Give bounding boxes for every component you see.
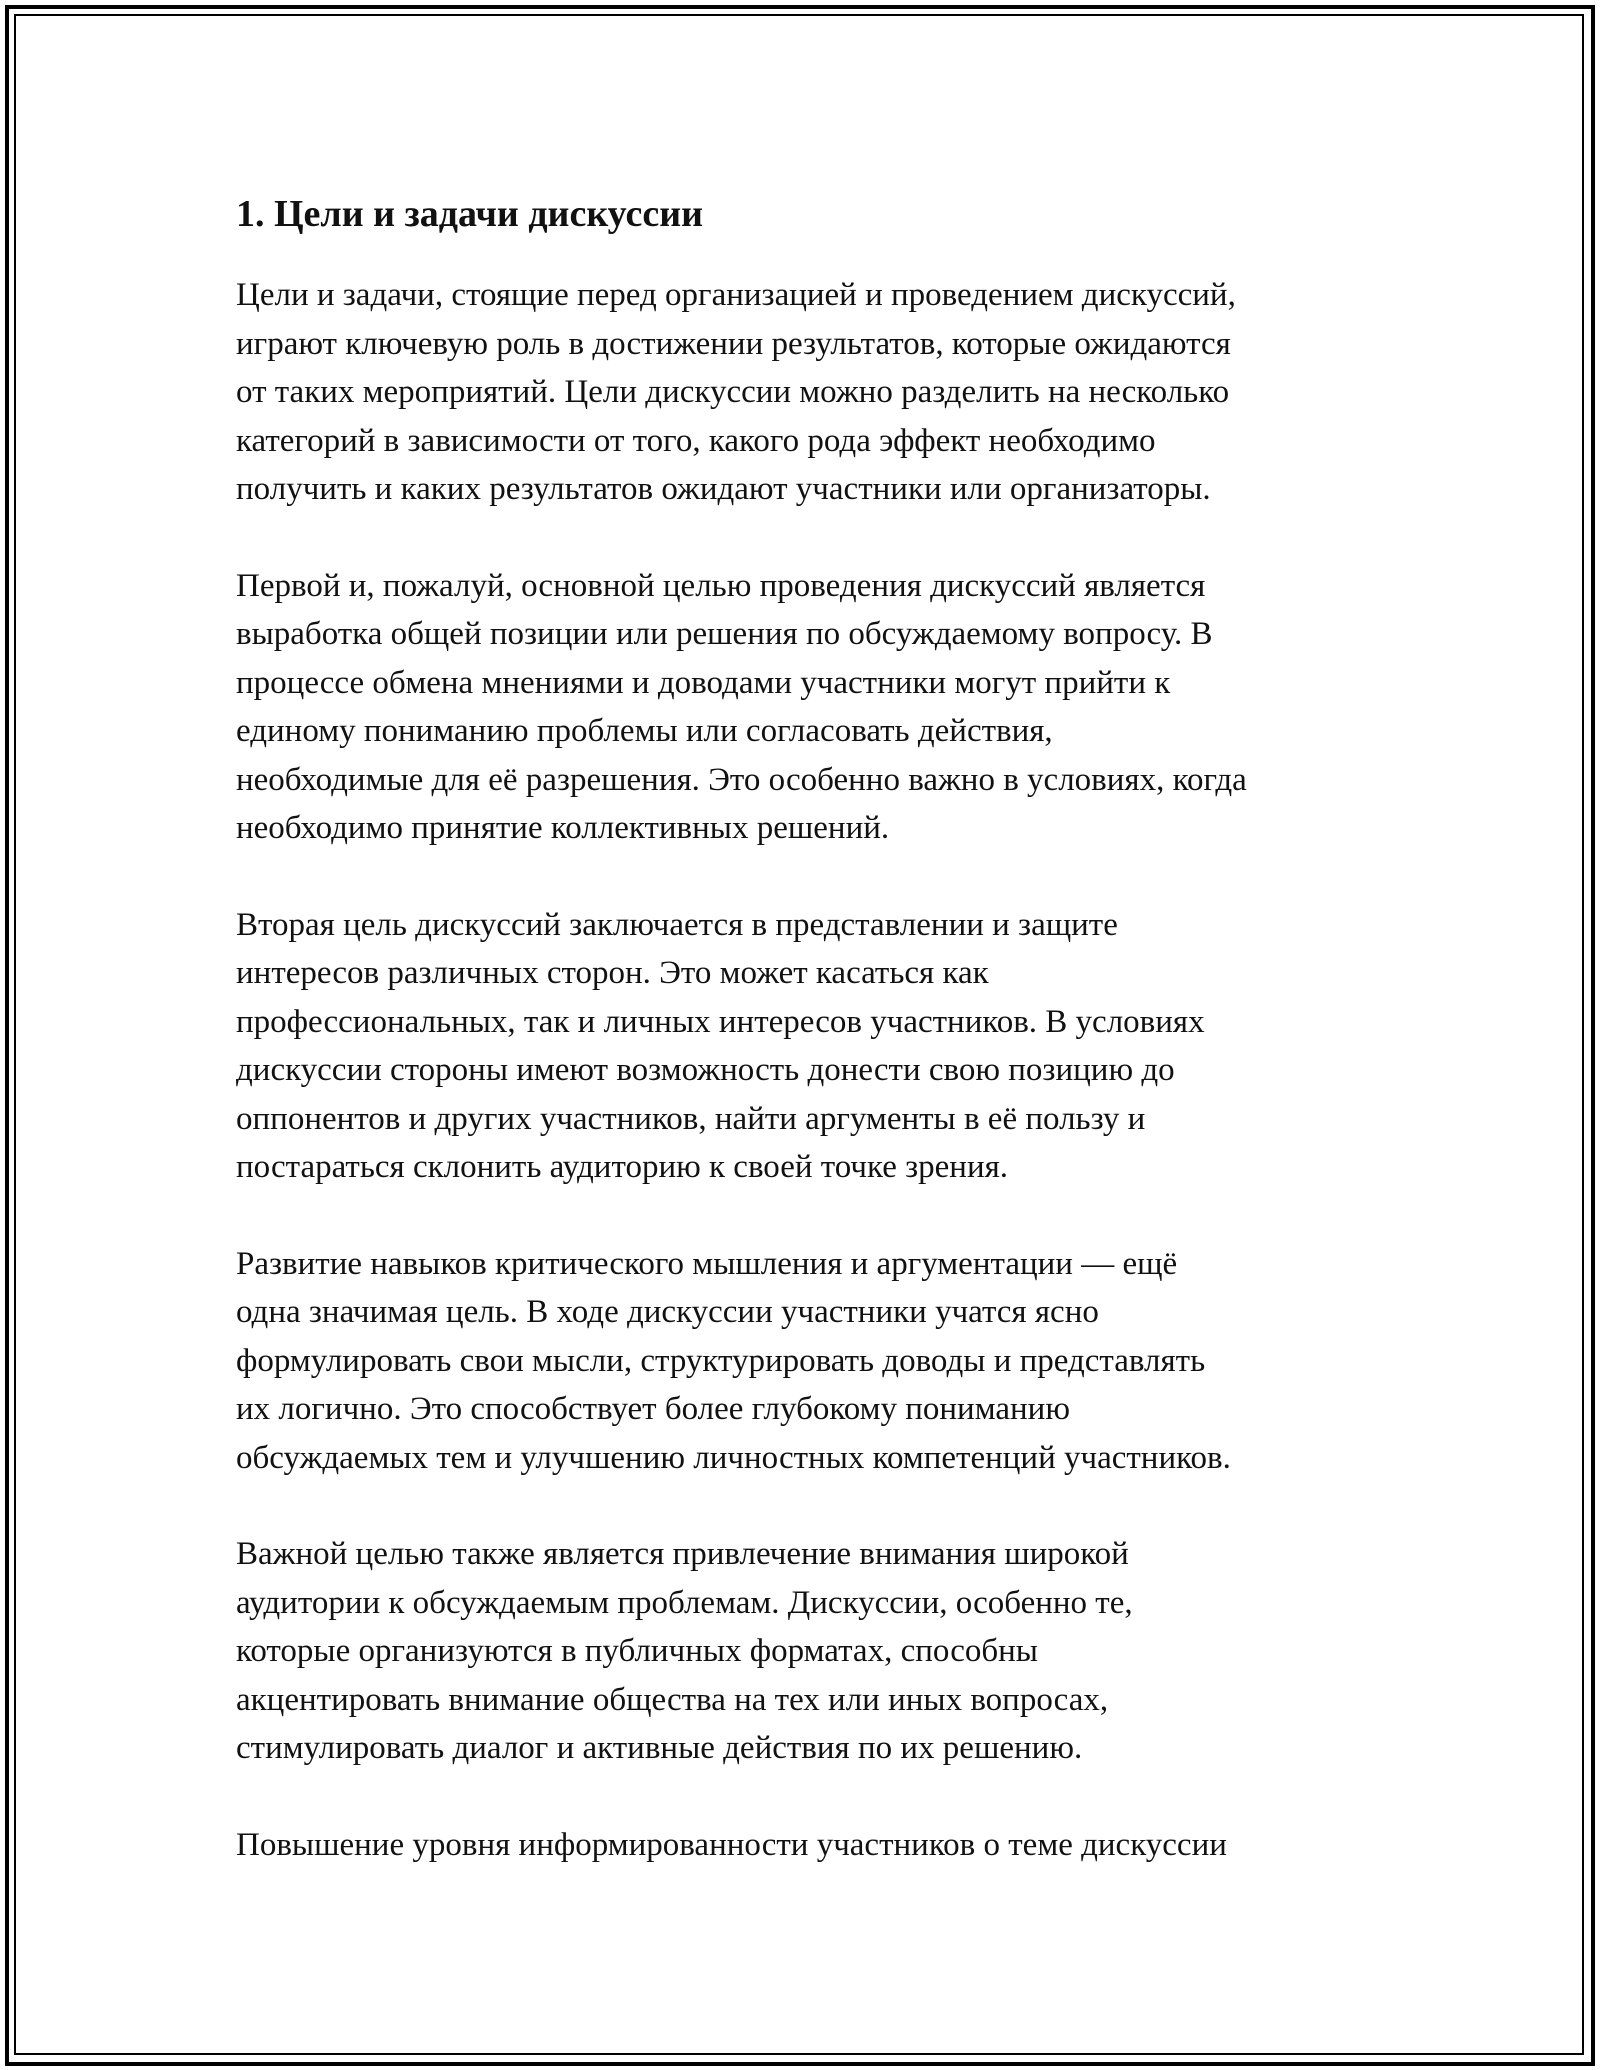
paragraph-6: Повышение уровня информированности участников о теме дискуссии [236,1826,1227,1863]
paragraph-4: Развитие навыков критического мышления и аргументации — ещё одна значимая цель. В ходе дискуссии участники учатся ясно формулировать свои мысли, структурировать доводы и представлять их логично. Это способствует более глубокому пониманию обсуждаемых тем и улучшению личностных компетенций участников. [236,1245,1231,1476]
paragraph-5: Важной целью также является привлечение внимания широкой аудитории к обсуждаемым проблемам. Дискуссии, особенно те, которые организуются в публичных форматах, способны акцентировать внимание общества на тех или иных вопросах, стимулировать диалог и активные действия по их решению. [236,1536,1133,1766]
document-body [236,186,1396,1917]
paragraph-2: Первой и, пожалуй, основной целью проведения дискуссий является выработка общей позиции или решения по обсуждаемому вопросу. В процессе обмена мнениями и доводами участники могут прийти к единому пониманию проблемы или согласовать действия, необходимые для её разрешения. Это особенно важно в условиях, когда необходимо принятие коллективных решений. [236,567,1247,846]
paragraph-1: Цели и задачи, стоящие перед организацией и проведением дискуссий, играют ключевую роль в достижении результатов, которые ожидаются от таких мероприятий. Цели дискуссии можно разделить на несколько категорий в зависимости от того, какого рода эффект необходимо получить и каких результатов ожидают участники или организаторы. [236,277,1236,507]
paragraph-3: Вторая цель дискуссий заключается в представлении и защите интересов различных сторон. Это может касаться как профессиональных, так и личных интересов участников. В условиях дискуссии стороны имеют возможность донести свою позицию до оппонентов и других участников, найти аргументы в её пользу и постараться склонить аудиторию к своей точке зрения. [236,906,1205,1185]
section-heading: 1. Цели и задачи дискуссии [236,193,704,235]
